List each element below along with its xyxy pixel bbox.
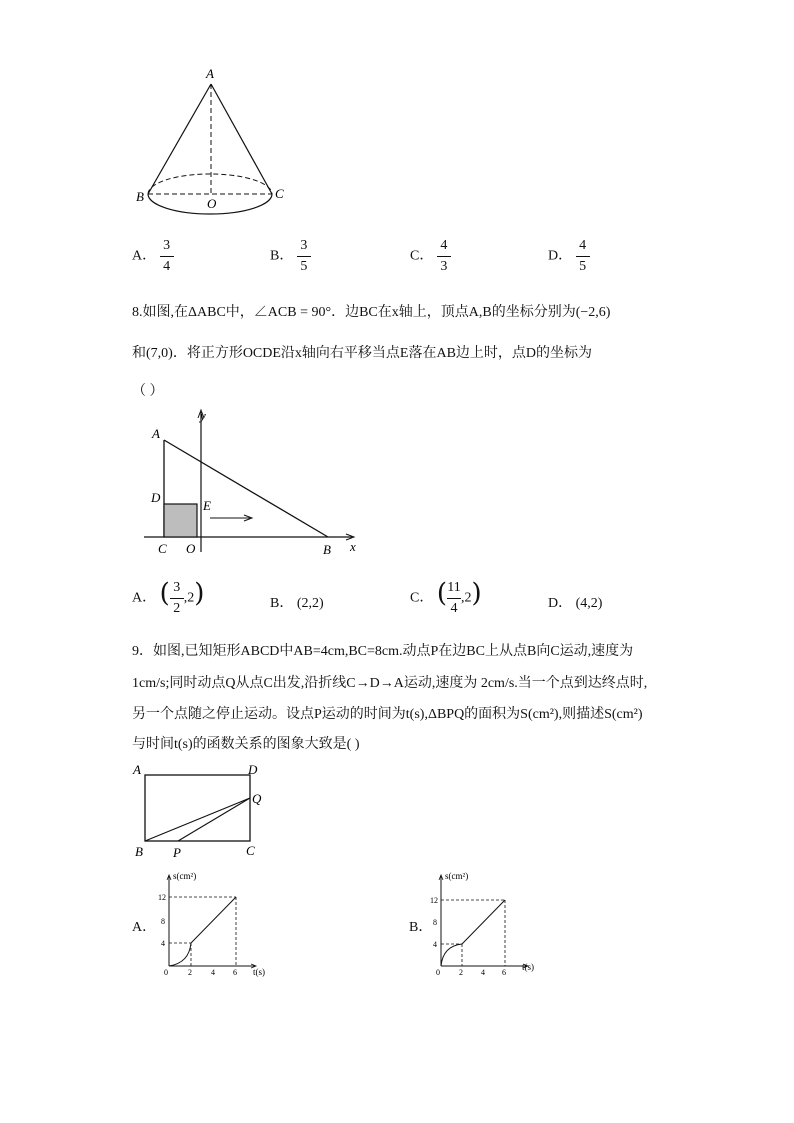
fraction: $\frac{4}{3}$ [437,238,451,275]
fraction: $\frac{3}{4}$ [160,238,174,275]
xtick-4: 4 [211,968,215,977]
q8-option-d[interactable] [548,592,602,612]
q9-option-a-label[interactable]: A． [132,920,157,935]
q7-option-b[interactable] [270,238,311,275]
xtick-0: 0 [436,968,440,977]
q8-line-3: （ ） [132,384,164,399]
option-letter: D． [548,248,573,264]
fraction: $\frac{3}{5}$ [297,238,311,275]
option-letter: C． [410,590,434,606]
option-letter: B． [270,248,294,264]
cone-label-b: B [136,189,144,204]
cone-label-c: C [275,186,284,201]
xtick-2: 2 [188,968,192,977]
axis-xlabel: t(s) [522,962,534,972]
xtick-0: 0 [164,968,168,977]
xtick-6: 6 [502,968,506,977]
q7-option-d[interactable] [548,238,590,275]
q8-label-b: B [323,542,331,557]
ytick-8: 8 [161,917,165,926]
coordinate-tail: ,2 [461,590,472,606]
q8-line-2: 和(7,0)．将正方形OCDE沿x轴向右平移当点E落在AB边上时，点D的坐标为 [132,346,593,361]
xtick-2: 2 [459,968,463,977]
q9-label-b: B [135,844,143,859]
axis-xlabel: t(s) [253,967,265,977]
q7-option-a[interactable] [132,238,174,275]
q9-line-3: 另一个点随之停止运动。设点P运动的时间为t(s),ΔBPQ的面积为S(cm²),则描述S(cm²) [132,707,643,722]
q8-label-e: E [203,498,211,513]
axis-ylabel: s(cm²) [173,871,197,881]
q9-label-d: D [248,762,258,777]
option-letter: A． [132,590,157,606]
xtick-4: 4 [481,968,485,977]
q8-option-b[interactable] [270,592,324,612]
cone-label-o: O [207,196,217,211]
q8-label-a: A [152,426,160,441]
cone-figure [130,62,300,222]
q9-line-2: 1cm/s;同时动点Q从点C出发,沿折线C→D→A运动,速度为 2cm/s.当一个点到达终点时, [132,676,648,691]
fraction: $\frac{11}{4}$ [447,580,461,616]
q8-line-1: 8.如图,在ΔABC中，∠ACB = 90°．边BC在x轴上，顶点A,B的坐标分别为(−2,6) [132,305,611,320]
q9-option-b-label[interactable]: B． [409,920,433,935]
ytick-12: 12 [158,893,166,902]
coordinate: (2,2) [296,596,324,611]
ytick-4: 4 [433,940,437,949]
option-letter: C． [410,248,434,264]
q9-label-p: P [173,845,181,860]
ytick-8: 8 [433,918,437,927]
option-letter: D． [548,596,573,611]
q9-line-1: 9．如图,已知矩形ABCD中AB=4cm,BC=8cm.动点P在边BC上从点B向C运动,速度为 [132,644,634,659]
fraction: $\frac{4}{5}$ [576,238,590,275]
q8-label-y: y [200,408,206,423]
fraction: $\frac{3}{2}$ [170,580,184,617]
q9-label-a: A [133,762,141,777]
option-letter: A． [132,248,157,264]
q8-label-o: O [186,541,196,556]
q8-label-c: C [158,541,167,556]
q8-option-a[interactable]: A． ( $\frac{3}{2}$ ,2) [132,578,205,616]
q9-label-c: C [246,843,255,858]
coordinate-tail: ,2 [183,590,195,606]
q7-option-c[interactable] [410,238,451,275]
q8-label-x: x [350,539,356,554]
xtick-6: 6 [233,968,237,977]
q9-graph-b[interactable] [427,866,557,981]
q8-label-d: D [151,490,161,505]
cone-label-a: A [206,66,214,81]
q8-figure [140,406,370,558]
option-letter: B． [270,596,294,611]
q8-option-c[interactable]: C． ( $\frac{11}{4}$ ,2) [410,578,482,616]
ytick-12: 12 [430,896,438,905]
q9-label-q: Q [252,791,262,806]
q9-graph-a[interactable] [155,866,285,981]
q9-rectangle-figure [130,758,280,863]
coordinate: (4,2) [575,596,603,611]
q9-line-4: 与时间t(s)的函数关系的图象大致是( ) [132,737,360,752]
ytick-4: 4 [161,939,165,948]
axis-ylabel: s(cm²) [445,871,469,881]
